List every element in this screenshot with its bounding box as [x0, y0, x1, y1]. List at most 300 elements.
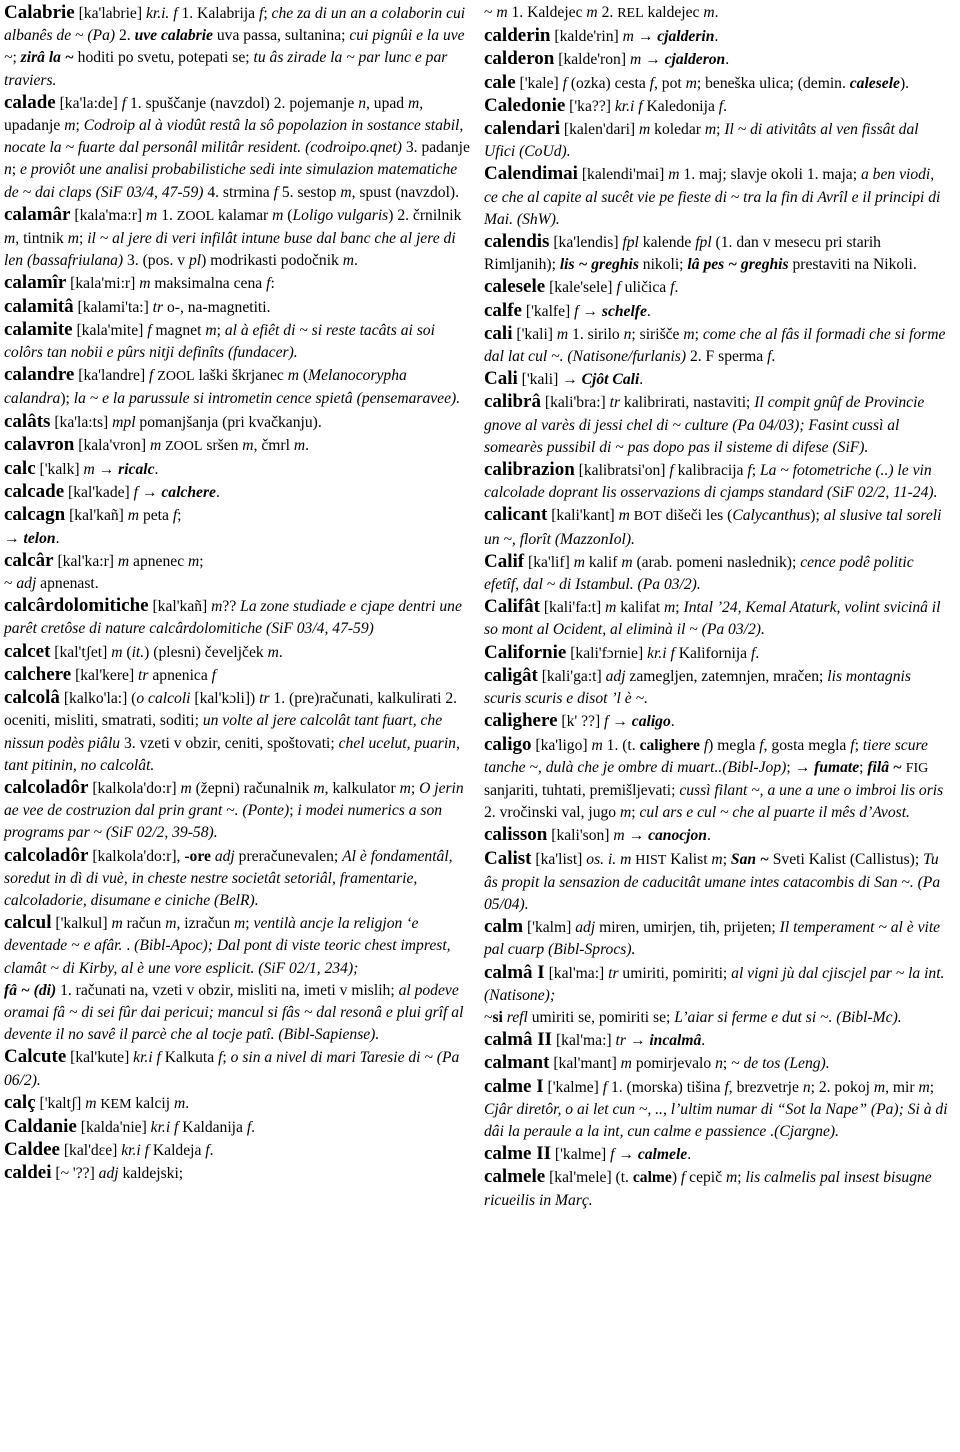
entry-text: Il compit gnûf de Provincie gnove al varès di jessi chel di ~ culture (Pa 04/03); Fasint cussì al somearès pussibil di ~ pas dopo pas il sisteme di difese (SiF).: [484, 394, 925, 456]
entry-text: ZOOL: [176, 208, 215, 224]
entry-text: [kala'ma:r]: [70, 206, 147, 224]
entry-headword: calmâ II: [484, 1029, 553, 1051]
entry-text: un volte al jere calcolât tant fuart, che nissun podès piâlu: [4, 712, 443, 752]
entry-text: m: [242, 436, 254, 454]
dictionary-entry: [4, 458, 470, 481]
entry-text: L’aiar si ferme e dut si ~. (Bibl-Mc).: [674, 1008, 902, 1026]
entry-text: tu âs zirade la ~ par lunc e par traviers.: [4, 49, 448, 89]
entry-text: ; beneška ulica; (demin.: [696, 74, 850, 92]
entry-text: HIST: [635, 852, 667, 868]
entry-text: m: [556, 325, 569, 343]
entry-text: (ozka) cesta: [566, 74, 650, 92]
entry-text: ['kalk]: [35, 461, 84, 479]
entry-text: Sveti Kalist (Callistus);: [768, 850, 924, 868]
cross-reference: calmele: [637, 1146, 688, 1164]
entry-text: refl: [506, 1008, 528, 1026]
entry-text: 2.: [597, 4, 618, 21]
entry-text: si: [492, 1008, 503, 1026]
entry-text: [ka'list]: [531, 850, 587, 868]
dictionary-entry: [484, 72, 950, 95]
entry-text: 2.: [115, 27, 135, 45]
entry-text: , tintnik: [15, 230, 68, 248]
dictionary-entry: [4, 641, 470, 664]
entry-text: laški škrjanec: [194, 367, 288, 385]
entry-text: -ore: [184, 847, 211, 865]
entry-text: f: [751, 644, 756, 662]
dictionary-entry: [484, 1029, 950, 1052]
entry-text: n: [715, 1055, 723, 1073]
entry-text: [~ '??]: [51, 1165, 99, 1183]
entry-text: (žepni) računalnik: [191, 779, 314, 797]
entry-text: [ka'lif]: [524, 553, 574, 571]
entry-text: ['kalfe]: [521, 302, 575, 320]
entry-text: adj: [16, 575, 37, 593]
dictionary-entry: [4, 573, 470, 595]
dictionary-entry: [484, 824, 950, 847]
entry-text: [kali'ga:t]: [537, 667, 606, 685]
entry-text: apnenast.: [36, 575, 99, 593]
entry-text: m: [711, 850, 723, 868]
entry-text: [kal'kute]: [66, 1049, 134, 1067]
dictionary-entry: [4, 92, 470, 204]
entry-text: Kaledonija: [642, 97, 719, 115]
entry-text: kr.i f: [647, 644, 675, 662]
entry-text: os. i. m: [586, 850, 632, 868]
entry-headword: calamâr: [4, 203, 71, 225]
entry-text: m: [629, 51, 642, 69]
entry-headword: calcul: [4, 912, 52, 934]
entry-text: kaldejec: [643, 4, 704, 21]
dictionary-entry: [4, 364, 470, 410]
entry-text: m: [111, 915, 123, 933]
dictionary-entry: [484, 323, 950, 368]
entry-text: m: [618, 507, 630, 525]
entry-text: →: [624, 827, 649, 845]
dictionary-entry: [4, 1092, 470, 1116]
entry-headword: caligo: [484, 733, 532, 755]
entry-text: ) (plesni) čeveljček: [144, 643, 268, 661]
entry-text: ; 2. pokoj: [810, 1078, 874, 1096]
cross-reference: Cjôt Cali: [581, 371, 640, 389]
dictionary-entry: [4, 272, 470, 295]
entry-text: f: [133, 484, 138, 502]
entry-text: m: [918, 1078, 930, 1096]
entry-text: cepič: [685, 1169, 726, 1187]
entry-text: →: [578, 302, 602, 320]
cross-reference: fâ ~ (di): [4, 981, 57, 999]
entry-headword: calamitâ: [4, 295, 74, 317]
dictionary-entry: [484, 276, 950, 299]
entry-text: ;: [199, 552, 204, 570]
dictionary-entry: [4, 481, 470, 504]
entry-text: m: [613, 827, 625, 845]
entry-text: kalifat: [616, 599, 664, 617]
cross-reference: cjalderon: [664, 51, 726, 69]
entry-text: f: [149, 367, 154, 385]
entry-text: m: [685, 74, 697, 92]
dictionary-entry: [484, 1076, 950, 1144]
dictionary-entry: [4, 550, 470, 573]
entry-headword: calme I: [484, 1075, 544, 1097]
entry-text: uličica: [620, 279, 671, 297]
entry-text: Calycanthus: [732, 507, 811, 525]
entry-text: .: [674, 279, 679, 297]
entry-text: miren, umirjen, tih, prijeten;: [595, 919, 780, 937]
entry-text: m: [272, 206, 284, 224]
entry-text: al vigni jù dal cjiscjel par ~ la int. (Natisone);: [484, 964, 945, 1004]
entry-headword: calesele: [484, 276, 546, 298]
entry-text: m: [342, 252, 354, 270]
entry-text: ) megla: [708, 736, 760, 754]
entry-text: apnenica: [148, 666, 212, 684]
dictionary-entry: [484, 48, 950, 71]
entry-text: →: [625, 1032, 650, 1050]
entry-text: [kal'ma:]: [552, 1032, 616, 1050]
entry-text: 1. (t.: [602, 736, 640, 754]
entry-text: f: [703, 736, 709, 754]
cross-reference: lis ~ greghis: [559, 256, 639, 274]
entry-text: m: [622, 28, 634, 46]
entry-text: Kalist: [666, 850, 712, 868]
dictionary-entry: [484, 642, 950, 665]
entry-text: f: [724, 1078, 729, 1096]
entry-text: .: [755, 644, 760, 662]
entry-text: nikoli;: [638, 256, 688, 274]
dictionary-entry: [484, 504, 950, 550]
entry-text: [ka'landre]: [74, 367, 150, 385]
entry-text: KEM: [100, 1096, 132, 1112]
entry-text: [kalendi'mai]: [577, 166, 669, 184]
entry-text: , izračun: [176, 915, 235, 933]
entry-text: n: [358, 94, 366, 112]
entry-headword: calc: [4, 458, 36, 480]
entry-text: ~: [4, 575, 17, 593]
entry-text: m: [408, 94, 420, 112]
entry-text: 1. računati na, vzeti v obzir, misliti na, imeti v mislih;: [56, 981, 399, 999]
entry-headword: Calist: [484, 847, 532, 869]
cross-reference: calchere: [161, 484, 216, 502]
entry-text: →: [94, 461, 119, 479]
entry-text: [ka'la:de]: [55, 94, 122, 112]
entry-text: m: [573, 553, 585, 571]
entry-text: ) 2. črnilnik: [388, 206, 462, 224]
entry-text: ZOOL: [157, 369, 195, 385]
entry-headword: calderon: [484, 48, 555, 70]
entry-text: tr: [138, 666, 149, 684]
dictionary-entry: [484, 734, 950, 825]
entry-text: Cjâr diretôr, o ai let cun ~, .., l’ultim numar di “Sot la Nape” (Pa); Si à di dâi la peraule a la int, cun calme e passience .(Cjargne).: [484, 1100, 948, 1140]
entry-text: pomirjevalo: [631, 1055, 716, 1073]
entry-text: , upadanje: [4, 94, 424, 135]
cross-reference: zirâ la ~: [20, 49, 74, 67]
entry-text: , spust (navzdol).: [351, 183, 459, 201]
entry-text: apnenec: [129, 552, 189, 570]
dictionary-entry: [4, 845, 470, 913]
dictionary-entry: [4, 2, 470, 92]
entry-text: koledar: [650, 121, 705, 139]
entry-headword: calcet: [4, 640, 51, 662]
entry-text: .: [714, 4, 719, 21]
entry-text: Codroip al à viodût restâ la sô popolazion in sostance stabil, nocate la ~ fuarte dal personâl militâr resident. (codroipo.qnet): [4, 117, 464, 157]
entry-text: ;: [716, 121, 725, 139]
entry-text: , brezvetrje: [728, 1078, 803, 1096]
entry-text: [kal'tʃet]: [50, 643, 112, 661]
cross-reference: canocjon: [648, 827, 707, 845]
entry-text: );: [60, 390, 74, 408]
entry-text: m: [85, 1094, 97, 1112]
entry-text: [kal'ma:]: [544, 964, 609, 982]
entry-text: lis calmelis pal insest bisugne ricueilis in Març.: [484, 1169, 932, 1209]
entry-text: f: [562, 74, 567, 92]
entry-text: 2. F sperma: [686, 348, 768, 366]
entry-text: ;: [751, 462, 760, 480]
entry-text: m: [205, 321, 217, 339]
entry-text: .: [278, 643, 283, 661]
entry-text: fpl: [695, 234, 712, 252]
entry-text: kr.i f: [614, 97, 643, 115]
entry-text: .: [209, 1142, 214, 1160]
entry-text: m: [620, 804, 632, 822]
entry-text: [kal'kade]: [64, 484, 134, 502]
dictionary-entry: [484, 300, 950, 323]
entry-text: m: [313, 779, 325, 797]
entry-text: (: [299, 367, 309, 385]
entry-text: ['kalme]: [551, 1146, 611, 1164]
entry-text: .: [670, 713, 675, 731]
dictionary-entry: [4, 980, 470, 1047]
entry-text: i modei numerics a son programs par ~ (SiF 02/2, 39-58).: [4, 802, 443, 842]
entry-text: 4. strmina: [203, 183, 274, 201]
entry-text: f: [616, 279, 621, 297]
cross-reference: ricalc: [118, 461, 155, 479]
entry-text: f: [767, 348, 772, 366]
entry-text: [kale'sele]: [545, 279, 617, 297]
entry-text: →: [608, 713, 632, 731]
entry-text: , pot: [654, 74, 686, 92]
entry-text: Intal ’24, Kemal Ataturk, volint svicinâ il so mont al Ocident, al eliminà il ~ (Pa 03/2).: [484, 599, 941, 639]
entry-text: 5. sestop: [277, 183, 341, 201]
entry-headword: calisson: [484, 824, 548, 846]
entry-text: fpl: [622, 234, 639, 252]
entry-text: ;: [737, 1169, 746, 1187]
entry-text: [kali'son]: [547, 827, 614, 845]
entry-text: m: [4, 230, 16, 248]
entry-text: .: [725, 51, 730, 69]
entry-text: calighere: [639, 736, 700, 754]
entry-text: .: [251, 1118, 256, 1136]
entry-text: [ka'la:ts]: [50, 413, 113, 431]
dictionary-entry: [484, 916, 950, 961]
cross-reference: caligo: [631, 713, 671, 731]
entry-text: preračunevalen;: [234, 847, 343, 865]
entry-text: m: [591, 736, 603, 754]
entry-text: umiriti se, pomiriti se;: [527, 1008, 675, 1026]
entry-text: m: [67, 230, 79, 248]
entry-text: kalibracija: [673, 462, 748, 480]
entry-text: [kal'kañ]: [65, 507, 128, 525]
entry-text: m: [83, 461, 95, 479]
dictionary-entry: [4, 204, 470, 273]
entry-text: tr: [608, 964, 619, 982]
entry-text: BOT: [633, 509, 662, 525]
cross-reference: incalmâ: [649, 1032, 702, 1050]
entry-text: m: [873, 1078, 886, 1096]
dictionary-entry: [484, 596, 950, 641]
entry-headword: calâts: [4, 410, 51, 432]
entry-text: m: [117, 552, 130, 570]
entry-headword: calmele: [484, 1166, 546, 1188]
entry-text: .: [714, 28, 719, 46]
entry-text: tr: [615, 1032, 626, 1050]
entry-text: kalende: [638, 234, 696, 252]
entry-text: ;: [289, 802, 298, 820]
cross-reference: cjalderin: [657, 28, 715, 46]
entry-text: ;: [722, 1055, 732, 1073]
entry-text: ;: [263, 5, 272, 22]
entry-text: , upad: [365, 94, 408, 112]
entry-text: e proviôt une analisi probabilistiche sedi inte simulazion matematiche de ~ dai claps (SiF 03/4, 47-59): [4, 161, 458, 201]
entry-headword: Caldanie: [4, 1115, 77, 1137]
entry-text: ;: [675, 599, 684, 617]
entry-text: ; →: [786, 758, 815, 776]
cross-reference: fumate: [814, 758, 860, 776]
entry-text: ;: [11, 161, 21, 179]
entry-text: maksimalna cena: [150, 275, 267, 293]
entry-text: .: [154, 461, 159, 479]
entry-text: →: [633, 28, 658, 46]
entry-text: m: [111, 643, 123, 661]
entry-text: →: [137, 484, 162, 502]
entry-text: ;: [78, 230, 88, 248]
entry-text: .: [706, 827, 711, 845]
entry-text: o calcoli: [136, 690, 191, 708]
dictionary-entry: [484, 25, 950, 48]
entry-headword: Calif: [484, 550, 525, 572]
entry-text: m: [340, 183, 352, 201]
entry-headword: Californie: [484, 641, 567, 663]
dictionary-entry: [484, 2, 950, 25]
entry-text: O jerin ae vee de costruzion dal prin grant ~. (Ponte): [4, 779, 464, 820]
entry-text: Loligo vulgaris: [292, 206, 389, 224]
dictionary-entry: [4, 296, 470, 319]
entry-text: [kal'kere]: [71, 666, 139, 684]
entry-text: m: [64, 117, 76, 135]
entry-text: .: [723, 97, 728, 115]
dictionary-entry: [484, 710, 950, 733]
entry-text: Il ~ di ativitâts al ven fissât dal Ufici (CoUd).: [484, 121, 919, 161]
entry-text: :: [270, 275, 275, 293]
entry-text: kalamar: [214, 206, 273, 224]
entry-text: [kala'mi:r]: [66, 275, 140, 293]
entry-text: [kali'fɔrnie]: [566, 644, 648, 662]
cross-reference: lâ pes ~ greghis: [687, 256, 789, 274]
entry-text: o-, na-magnetiti.: [163, 298, 271, 316]
entry-text: hoditi po svetu, potepati se;: [73, 49, 254, 67]
entry-text: ;: [929, 1078, 935, 1096]
entry-text: m: [620, 1055, 632, 1073]
entry-text: zamegljen, zatemnjen, mračen;: [625, 667, 828, 685]
entry-text: [ka'labrie]: [74, 5, 146, 22]
entry-text: come che al fâs il formadi che si forme dal lat cul ~. (Natisone/furlanis): [484, 325, 946, 366]
entry-text: (1. dan v mesecu pri starih Rimljanih);: [484, 234, 881, 274]
cross-reference: schelfe: [601, 302, 647, 320]
entry-text: f: [680, 1169, 686, 1187]
entry-text: 1. (pre)računati, kalkulirati 2. oceniti, misliti, smatrati, soditi;: [4, 690, 458, 730]
cross-reference: calesele: [849, 74, 900, 92]
entry-text: m: [180, 779, 192, 797]
entry-headword: calcâr: [4, 549, 54, 571]
left-column: [4, 2, 470, 1452]
entry-text: [ka'lendis]: [549, 234, 623, 252]
entry-text: kaldejski;: [118, 1165, 184, 1183]
dictionary-entry: [4, 687, 470, 777]
entry-text: , čmrl: [253, 436, 294, 454]
entry-text: m: [267, 643, 279, 661]
entry-text: ventilà ancje la religjon ‘e deventade ~ e afâr.: [4, 915, 419, 955]
entry-text: kalcij: [131, 1094, 174, 1112]
entry-text: f: [266, 275, 271, 293]
entry-text: m: [211, 598, 223, 616]
entry-text: m: [639, 121, 651, 139]
entry-text: (arab. pomeni naslednik);: [632, 553, 801, 571]
entry-headword: calamîr: [4, 272, 67, 294]
entry-text: ; sirišče: [631, 325, 684, 343]
entry-text: 1. spuščanje (navzdol) 2. pojemanje: [126, 94, 359, 112]
entry-headword: caligât: [484, 664, 538, 686]
entry-text: .: [354, 252, 358, 270]
entry-text: f: [669, 462, 674, 480]
entry-headword: calade: [4, 91, 56, 113]
entry-headword: Cali: [484, 368, 518, 390]
entry-text: →: [614, 1146, 638, 1164]
entry-text: ['kali]: [512, 325, 557, 343]
dictionary-entry: [484, 459, 950, 504]
entry-text: peta: [139, 507, 173, 525]
entry-headword: Calendimai: [484, 163, 578, 185]
entry-text: f: [649, 74, 654, 92]
entry-text: f: [273, 183, 278, 201]
entry-text: ;: [12, 49, 21, 67]
entry-text: ;: [75, 117, 84, 135]
entry-headword: calendis: [484, 231, 550, 253]
entry-text: (: [122, 643, 132, 661]
entry-text: 2. vročinski val, jugo: [484, 804, 620, 822]
cross-reference: uve calabrie: [134, 27, 213, 45]
entry-text: 1. Kalabrija: [177, 5, 259, 22]
entry-headword: calavron: [4, 433, 75, 455]
entry-headword: calibrâ: [484, 391, 541, 413]
entry-text: ['kali] →: [517, 371, 582, 389]
entry-headword: calibrazion: [484, 459, 575, 481]
entry-headword: calcârdolomitiche: [4, 595, 149, 617]
entry-text: ZOOL: [165, 438, 203, 454]
entry-text: [kalkola'do:r],: [88, 847, 185, 865]
entry-text: f: [747, 462, 752, 480]
entry-text: [kalde'ron]: [554, 51, 630, 69]
entry-text: m: [399, 779, 411, 797]
entry-text: (: [283, 206, 293, 224]
entry-text: .: [185, 1094, 190, 1112]
entry-text: [ka'ligo]: [531, 736, 592, 754]
entry-text: tr: [152, 298, 164, 316]
entry-text: , kalkulator: [324, 779, 400, 797]
dictionary-entry: [4, 504, 470, 527]
entry-text: al à efiêt di ~ si reste tacâts ai soi colôrs tan nobii e pûrs nitji definîts (fundacer).: [4, 321, 435, 362]
entry-text: m: [586, 4, 598, 21]
entry-text: 1. maj; slavje okoli 1. maja;: [679, 166, 861, 184]
entry-text: kr.i f: [133, 1049, 161, 1067]
dictionary-entry: [4, 1116, 470, 1139]
